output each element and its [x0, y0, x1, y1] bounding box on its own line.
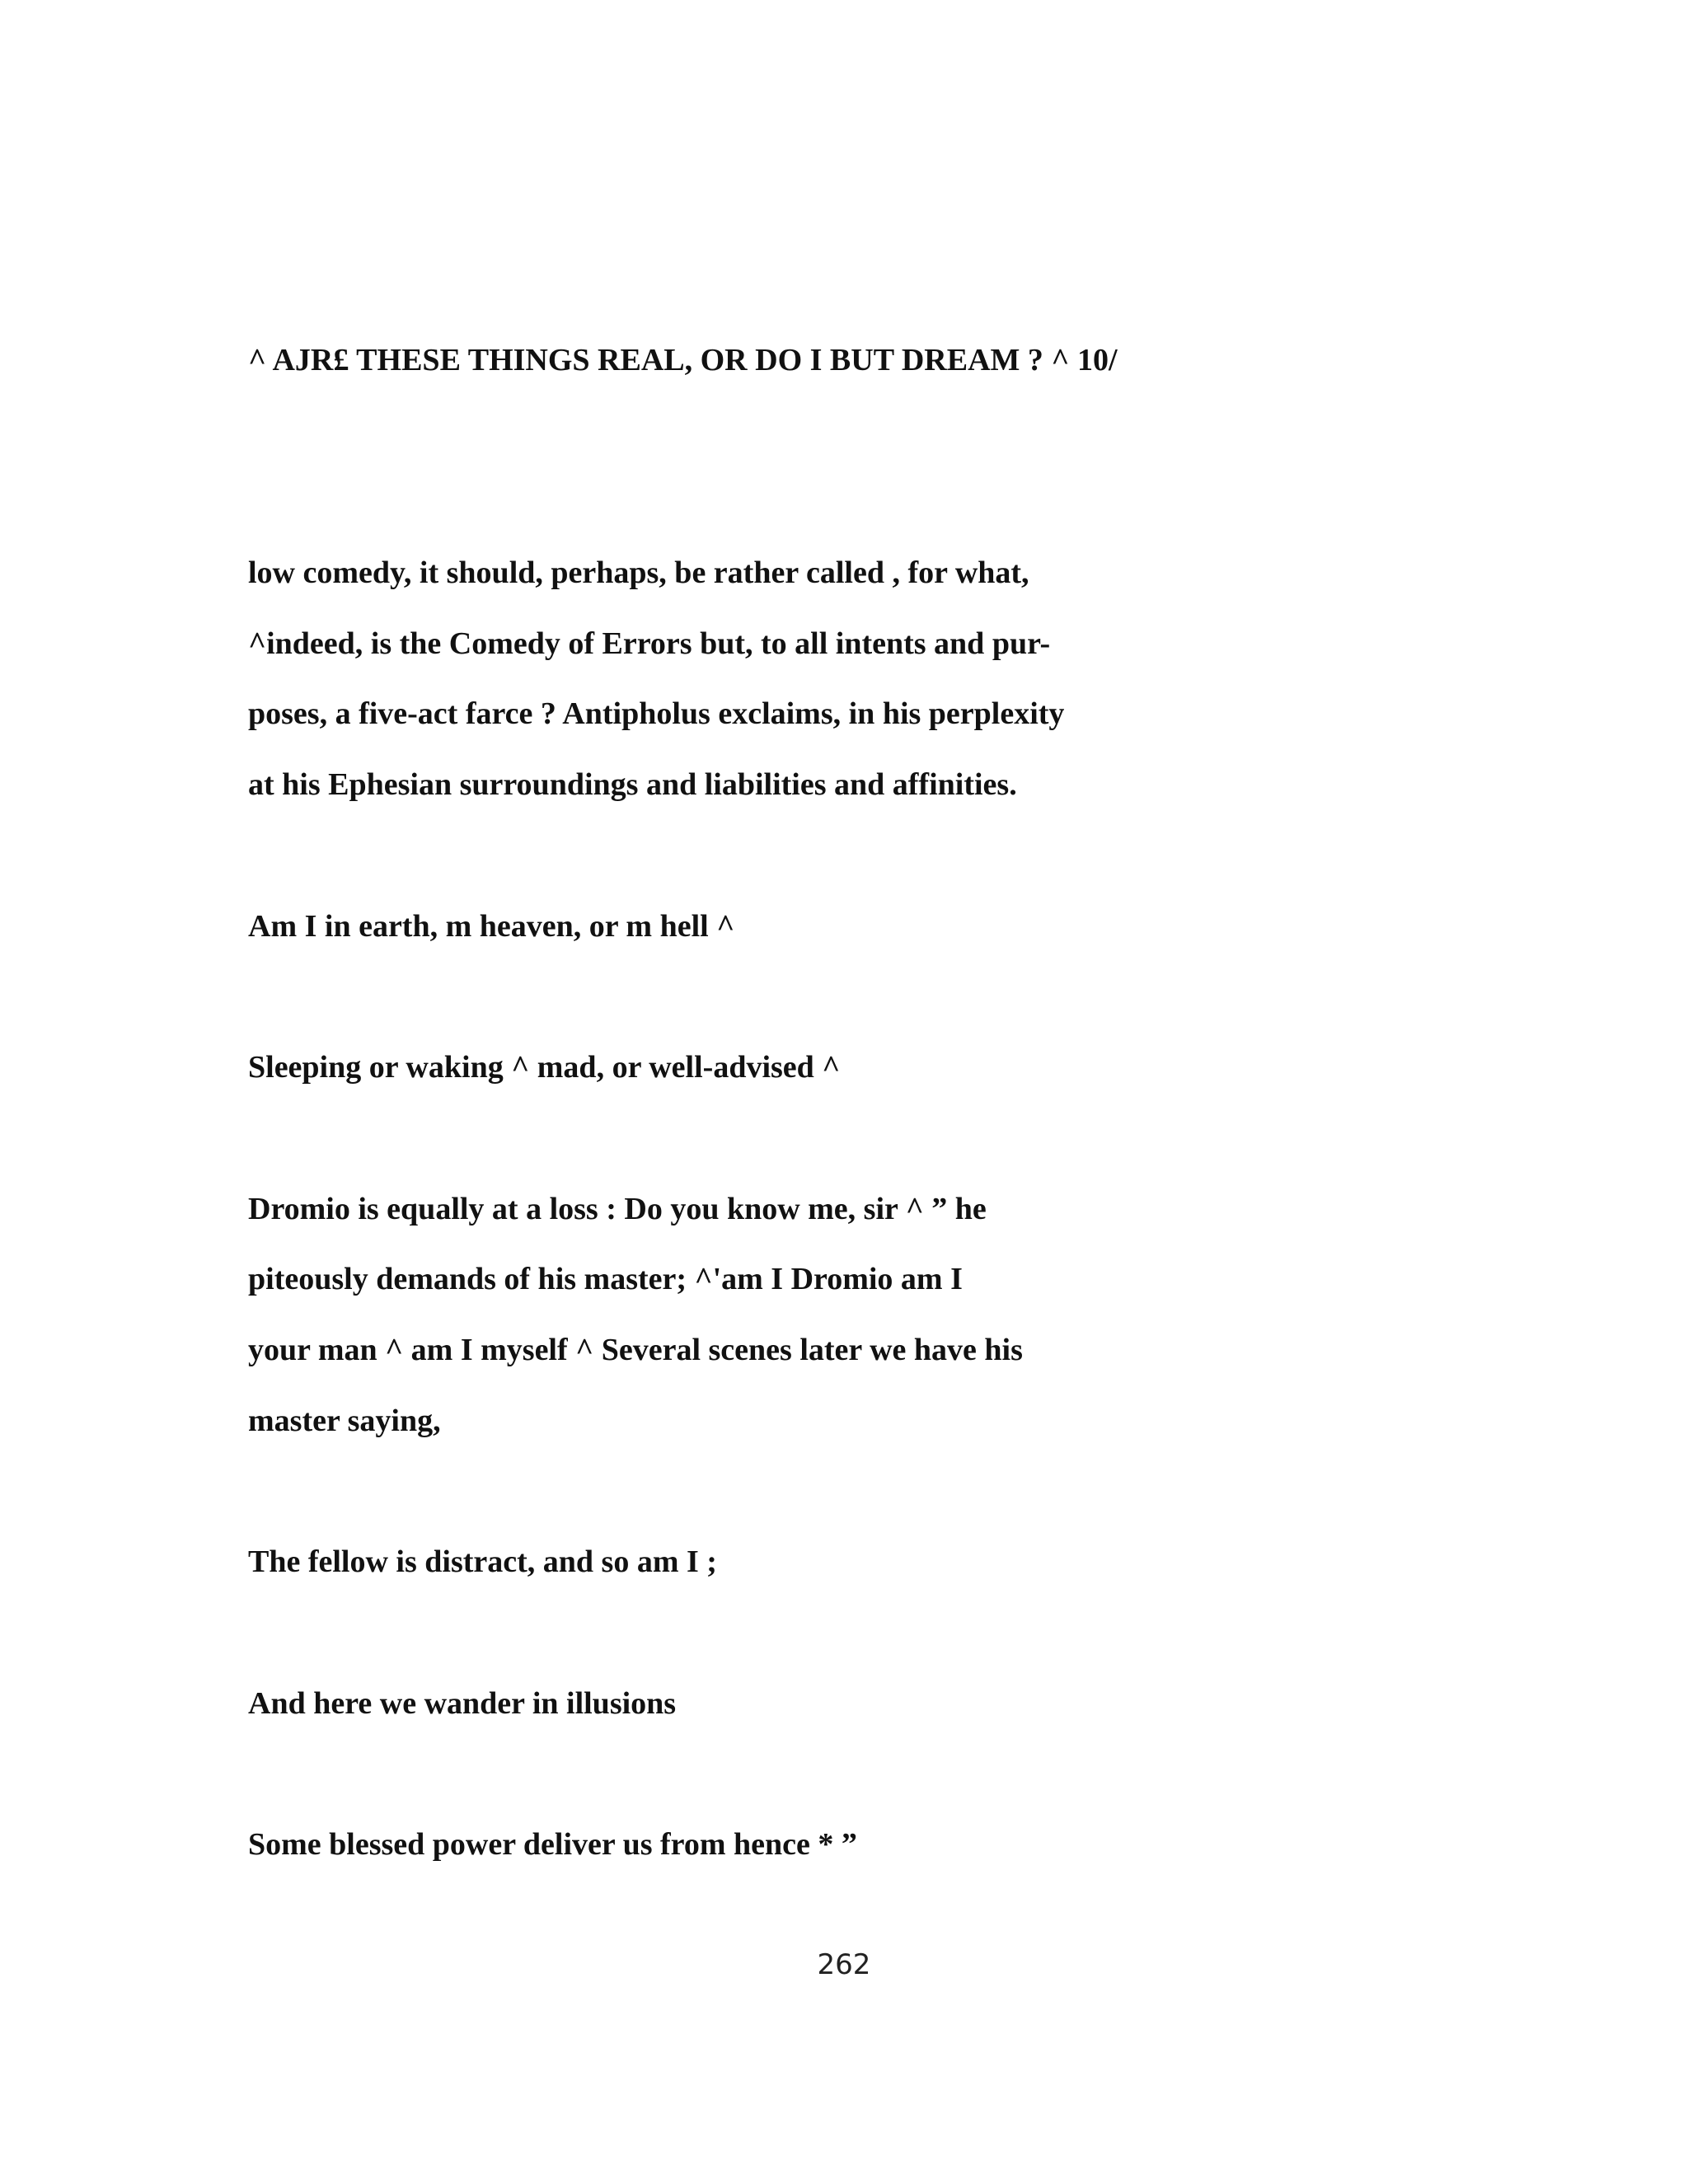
text-line: poses, a five-act farce ? Antipholus exclaims, in his perplexity [248, 696, 1065, 731]
text-line: at his Ephesian surroundings and liabilities and affinities. [248, 767, 1017, 802]
verse-line: Some blessed power deliver us from hence * ” [248, 1827, 857, 1862]
page-number: 262 [817, 1948, 871, 1981]
text-line: ^indeed, is the Comedy of Errors but, to all intents and pur- [248, 626, 1051, 661]
verse-line: Am I in earth, m heaven, or m hell ^ [248, 909, 735, 944]
verse-line: And here we wander in illusions [248, 1686, 677, 1721]
text-line: Dromio is equally at a loss : Do you know me, sir ^ ” he [248, 1192, 987, 1226]
text-line: master saying, [248, 1404, 441, 1438]
verse-line: The fellow is distract, and so am I ; [248, 1544, 717, 1579]
text-line: piteously demands of his master; ^'am I Dromio am I [248, 1262, 963, 1296]
verse-line: Sleeping or waking ^ mad, or well-advised ^ [248, 1050, 841, 1085]
running-header: ^ AJR£ THESE THINGS REAL, OR DO I BUT DREAM ? ^ 10/ [248, 343, 1118, 377]
text-line: your man ^ am I myself ^ Several scenes later we have his [248, 1333, 1023, 1367]
text-line: low comedy, it should, perhaps, be rather called , for what, [248, 555, 1029, 590]
